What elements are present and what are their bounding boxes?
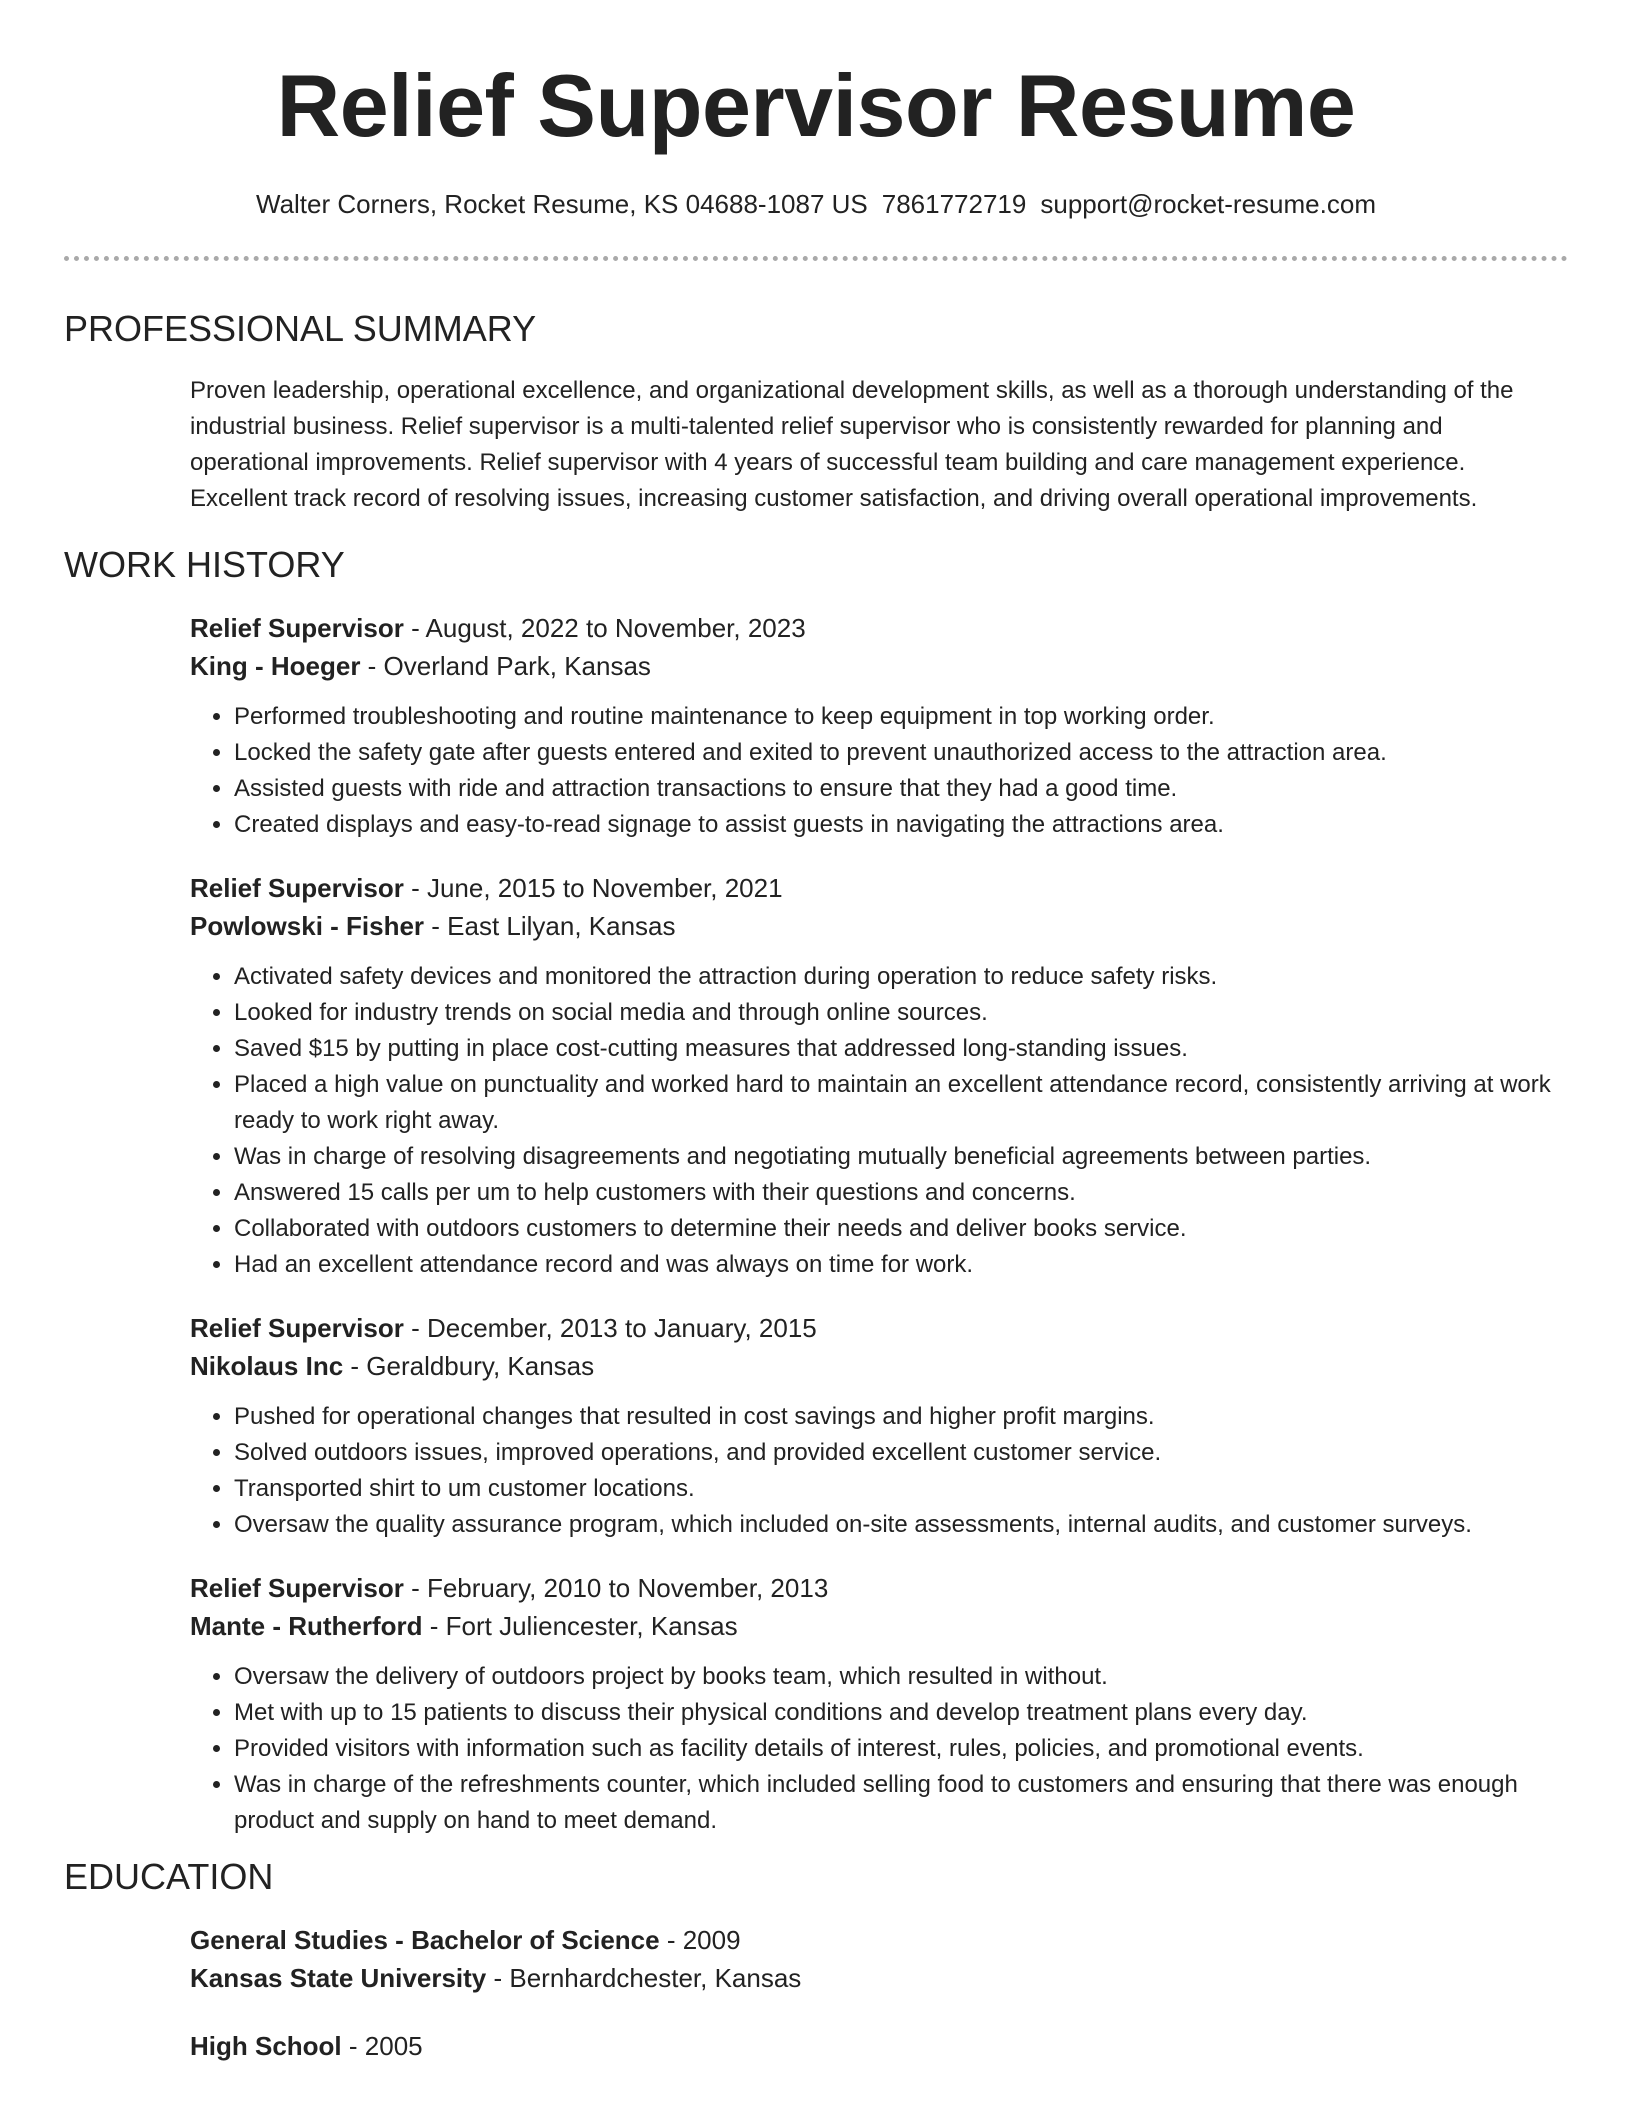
job-title: Relief Supervisor — [190, 1313, 404, 1343]
job-bullet: • Looked for industry trends on social media and through online sources. — [234, 995, 1568, 1031]
education-year: - 2005 — [341, 2031, 423, 2061]
summary-heading: PROFESSIONAL SUMMARY — [64, 308, 537, 349]
education-entry — [190, 2027, 1568, 2065]
job-company-line — [190, 907, 1568, 945]
education-school-line — [190, 1959, 1568, 1997]
job-bullet: • Assisted guests with ride and attraction transactions to ensure that they had a good time. — [234, 771, 1568, 807]
job-bullet: • Oversaw the delivery of outdoors project by books team, which resulted in without. — [234, 1659, 1568, 1695]
job-entry — [190, 1569, 1568, 1839]
job-bullet: • Solved outdoors issues, improved operations, and provided excellent customer service. — [234, 1435, 1568, 1471]
job-dates: - June, 2015 to November, 2021 — [403, 873, 783, 903]
job-bullet: • Had an excellent attendance record and was always on time for work. — [234, 1247, 1568, 1283]
job-bullets — [190, 699, 1568, 843]
job-dates: - February, 2010 to November, 2013 — [403, 1573, 829, 1603]
job-location: - East Lilyan, Kansas — [424, 911, 676, 941]
job-bullet: • Transported shirt to um customer locations. — [234, 1471, 1568, 1507]
job-bullets — [190, 959, 1568, 1283]
job-company-line — [190, 1347, 1568, 1385]
resume-title: Relief Supervisor Resume — [276, 56, 1356, 155]
job-bullet: • Created displays and easy-to-read signage to assist guests in navigating the attractions area. — [234, 807, 1568, 843]
education-location: - Bernhardchester, Kansas — [486, 1963, 802, 1993]
job-bullet: • Oversaw the quality assurance program, which included on-site assessments, internal audits, and customer surveys. — [234, 1507, 1568, 1543]
work-history-heading: WORK HISTORY — [64, 544, 345, 585]
job-bullet: • Was in charge of the refreshments counter, which included selling food to customers and ensuring that there was enough product and supply on hand to meet demand. — [234, 1767, 1568, 1839]
job-location: - Fort Juliencester, Kansas — [422, 1611, 738, 1641]
job-company: Powlowski - Fisher — [190, 911, 425, 941]
education-degree: High School — [190, 2031, 342, 2061]
job-entry — [190, 1309, 1568, 1543]
job-location: - Geraldbury, Kansas — [343, 1351, 595, 1381]
job-bullet: • Answered 15 calls per um to help customers with their questions and concerns. — [234, 1175, 1568, 1211]
education-heading: EDUCATION — [64, 1856, 274, 1897]
job-bullet: • Performed troubleshooting and routine maintenance to keep equipment in top working order. — [234, 699, 1568, 735]
contact-address: Walter Corners, Rocket Resume, KS 04688-1087 US — [256, 189, 868, 219]
job-company-line — [190, 1607, 1568, 1645]
job-title: Relief Supervisor — [190, 873, 404, 903]
job-entry — [190, 609, 1568, 843]
job-bullet: • Was in charge of resolving disagreements and negotiating mutually beneficial agreements between parties. — [234, 1139, 1568, 1175]
job-title-line — [190, 869, 1568, 907]
job-bullet: • Saved $15 by putting in place cost-cutting measures that addressed long-standing issues. — [234, 1031, 1568, 1067]
contact-email: support@rocket-resume.com — [1040, 189, 1376, 219]
job-company: Mante - Rutherford — [190, 1611, 423, 1641]
job-bullet: • Provided visitors with information such as facility details of interest, rules, policies, and promotional events. — [234, 1731, 1568, 1767]
header-divider — [64, 256, 1568, 261]
job-bullets — [190, 1659, 1568, 1839]
job-title-line — [190, 609, 1568, 647]
summary-text: Proven leadership, operational excellence, and organizational development skills, as well as a thorough understanding of the industrial business. Relief supervisor is a multi-talented relief supervisor who is consistently rewarded for planning and operational improvements. Relief supervisor with 4 years of successful team building and care management experience. Excellent track record of resolving issues, increasing customer satisfaction, and driving overall operational improvements. — [190, 377, 1514, 512]
education-year: - 2009 — [659, 1925, 741, 1955]
job-company: Nikolaus Inc — [190, 1351, 344, 1381]
job-bullet: • Activated safety devices and monitored the attraction during operation to reduce safety risks. — [234, 959, 1568, 995]
job-bullet: • Locked the safety gate after guests entered and exited to prevent unauthorized access to the attraction area. — [234, 735, 1568, 771]
education-degree-line — [190, 1921, 1568, 1959]
job-location: - Overland Park, Kansas — [360, 651, 651, 681]
job-company-line — [190, 647, 1568, 685]
education-degree: General Studies - Bachelor of Science — [190, 1925, 660, 1955]
job-bullets — [190, 1399, 1568, 1543]
contact-line — [64, 188, 1568, 220]
job-bullet: • Met with up to 15 patients to discuss their physical conditions and develop treatment plans every day. — [234, 1695, 1568, 1731]
job-title-line — [190, 1569, 1568, 1607]
education-degree-line — [190, 2027, 1568, 2065]
job-title-line — [190, 1309, 1568, 1347]
job-entry — [190, 869, 1568, 1283]
contact-phone: 7861772719 — [881, 189, 1027, 219]
education-entry — [190, 1921, 1568, 1997]
job-title: Relief Supervisor — [190, 1573, 404, 1603]
education-school: Kansas State University — [190, 1963, 487, 1993]
job-company: King - Hoeger — [190, 651, 361, 681]
job-bullet: • Placed a high value on punctuality and worked hard to maintain an excellent attendance record, consistently arriving at work ready to work right away. — [234, 1067, 1568, 1139]
job-dates: - August, 2022 to November, 2023 — [403, 613, 806, 643]
job-dates: - December, 2013 to January, 2015 — [403, 1313, 817, 1343]
job-bullet: • Pushed for operational changes that resulted in cost savings and higher profit margins. — [234, 1399, 1568, 1435]
job-bullet: • Collaborated with outdoors customers to determine their needs and deliver books service. — [234, 1211, 1568, 1247]
job-title: Relief Supervisor — [190, 613, 404, 643]
